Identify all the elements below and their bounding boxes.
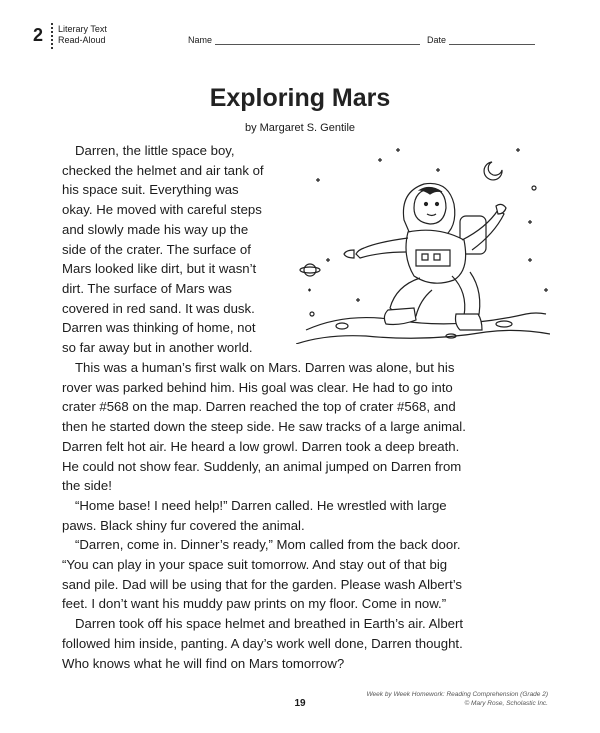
story-title: Exploring Mars	[209, 84, 391, 112]
credit-line-1: Week by Week Homework: Reading Comprehension (Grade 2)	[366, 691, 548, 698]
astronaut-illustration	[296, 140, 550, 344]
text-line: He could not show fear. Suddenly, an animal jumped on Darren from	[62, 458, 462, 474]
unit-label-line-2: Read-Aloud	[58, 35, 106, 45]
text-line: Darren, the little space boy,	[75, 143, 235, 158]
text-line: okay. He moved with careful steps	[62, 202, 262, 218]
text-line: Darren felt hot air. He heard a low growl. Darren took a deep breath.	[62, 438, 460, 454]
text-line: “You can play in your space suit tomorrow. And stay out of that big	[62, 557, 448, 573]
star-icon	[532, 186, 536, 190]
unit-label-line-1: Literary Text	[58, 24, 107, 34]
text-line: the side!	[62, 478, 112, 494]
worksheet-header	[0, 0, 600, 60]
date-label: Date	[427, 35, 447, 45]
dotted-divider	[51, 23, 55, 49]
intro-paragraph	[62, 141, 294, 358]
text-line: This was a human’s first walk on Mars. Darren was alone, but his	[75, 360, 455, 375]
name-field[interactable]	[215, 44, 420, 45]
story-byline: by Margaret S. Gentile	[244, 122, 356, 134]
text-line: covered in red sand. It was dusk.	[62, 300, 255, 316]
date-field[interactable]	[449, 44, 535, 45]
publisher-credit	[367, 690, 548, 708]
text-line: rover was parked behind him. His goal was clear. He had to go into	[62, 379, 453, 395]
unit-label	[58, 24, 107, 46]
text-line: “Home base! I need help!” Darren called. He wrestled with large	[75, 497, 447, 513]
text-line: crater #568 on the map. Darren reached the top of crater #568, and	[62, 399, 456, 415]
unit-number: 2	[33, 25, 44, 45]
text-line: dirt. The surface of Mars was	[62, 280, 232, 296]
page-number: 19	[294, 698, 306, 709]
credit-line-2: © Mary Rose, Scholastic Inc.	[464, 700, 548, 707]
text-line: checked the helmet and air tank of	[62, 162, 264, 178]
text-line: side of the crater. The surface of	[62, 241, 251, 257]
text-line: “Darren, come in. Dinner’s ready,” Mom called from the back door.	[75, 537, 461, 553]
text-line: Who knows what he will find on Mars tomorrow?	[62, 655, 345, 671]
text-line: his space suit. Everything was	[62, 182, 239, 198]
text-line: then he started down the steep side. He saw tracks of a large animal.	[62, 419, 466, 435]
text-line: and slowly made his way up the	[62, 221, 249, 237]
text-line: paws. Black shiny fur covered the animal.	[62, 517, 305, 533]
text-line: Darren took off his space helmet and breathed in Earth’s air. Albert	[75, 616, 464, 632]
planet-icon	[304, 264, 316, 276]
moon-icon	[484, 162, 502, 180]
text-line: sand pile. Dad will be using that for the garden. Please wash Albert’s	[62, 576, 463, 592]
text-line: Mars looked like dirt, but it wasn’t	[62, 261, 257, 277]
text-line: feet. I don’t want his muddy paw prints on my floor. Come in now.”	[62, 596, 447, 612]
story-body	[62, 358, 542, 673]
text-line: Darren was thinking of home, not	[62, 320, 256, 336]
text-line: so far away but in another world.	[62, 340, 253, 356]
text-line: followed him inside, panting. A day’s work well done, Darren thought.	[62, 635, 463, 651]
name-label: Name	[188, 35, 213, 45]
star-icon	[310, 312, 314, 316]
